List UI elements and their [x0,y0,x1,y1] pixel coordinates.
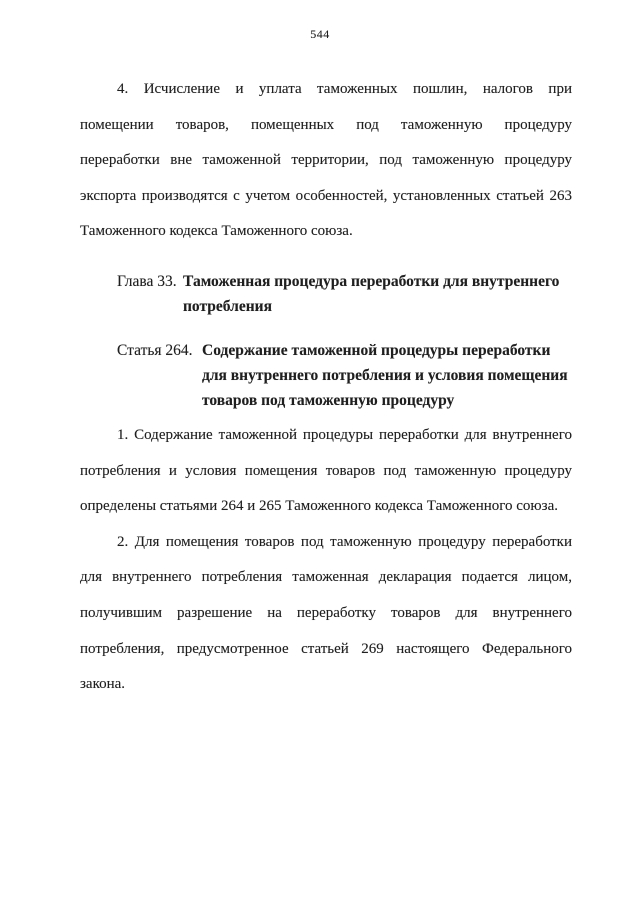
page-content [80,72,572,703]
text-line: потребления [183,297,272,315]
text-line: товаров под таможенную процедуру [202,391,455,409]
page-number: 544 [310,27,330,41]
paragraph-1 [80,418,572,525]
text-line: потребления и условия помещения товаров под таможенную процедуру [80,462,572,479]
text-line: Таможенного кодекса Таможенного союза. [80,223,353,240]
paragraph-2 [80,525,572,703]
text-line: экспорта производятся с учетом особенностей, установленных статьей 263 [80,187,572,204]
text-line: Таможенная процедура переработки для внутреннего [183,272,560,290]
text-line: потребления, предусмотренное статьей 269 настоящего Федерального [80,640,572,657]
chapter-heading-label: Глава 33. [117,272,177,290]
text-line: для внутреннего потребления таможенная декларация подается лицом, [80,569,572,586]
text-line: закона. [80,676,126,693]
text-line: 2. Для помещения товаров под таможенную процедуру переработки [117,533,572,550]
article-heading-label: Статья 264. [117,341,193,359]
text-line: 1. Содержание таможенной процедуры переработки для внутреннего [117,426,572,443]
chapter-33-heading [117,269,572,319]
article-heading-title [202,338,568,413]
text-line: помещении товаров, помещенных под таможенную процедуру [80,116,572,133]
text-line: для внутреннего потребления и условия помещения [202,366,568,384]
text-line: переработки вне таможенной территории, под таможенную процедуру [80,152,572,169]
paragraph-4 [80,72,572,250]
text-line: получившим разрешение на переработку товаров для внутреннего [80,604,572,621]
article-264-heading [117,338,572,413]
text-line: 4. Исчисление и уплата таможенных пошлин, налогов при [117,81,572,97]
text-line: Содержание таможенной процедуры переработки [202,341,551,359]
text-line: определены статьями 264 и 265 Таможенного кодекса Таможенного союза. [80,498,558,515]
chapter-heading-title [183,269,559,319]
